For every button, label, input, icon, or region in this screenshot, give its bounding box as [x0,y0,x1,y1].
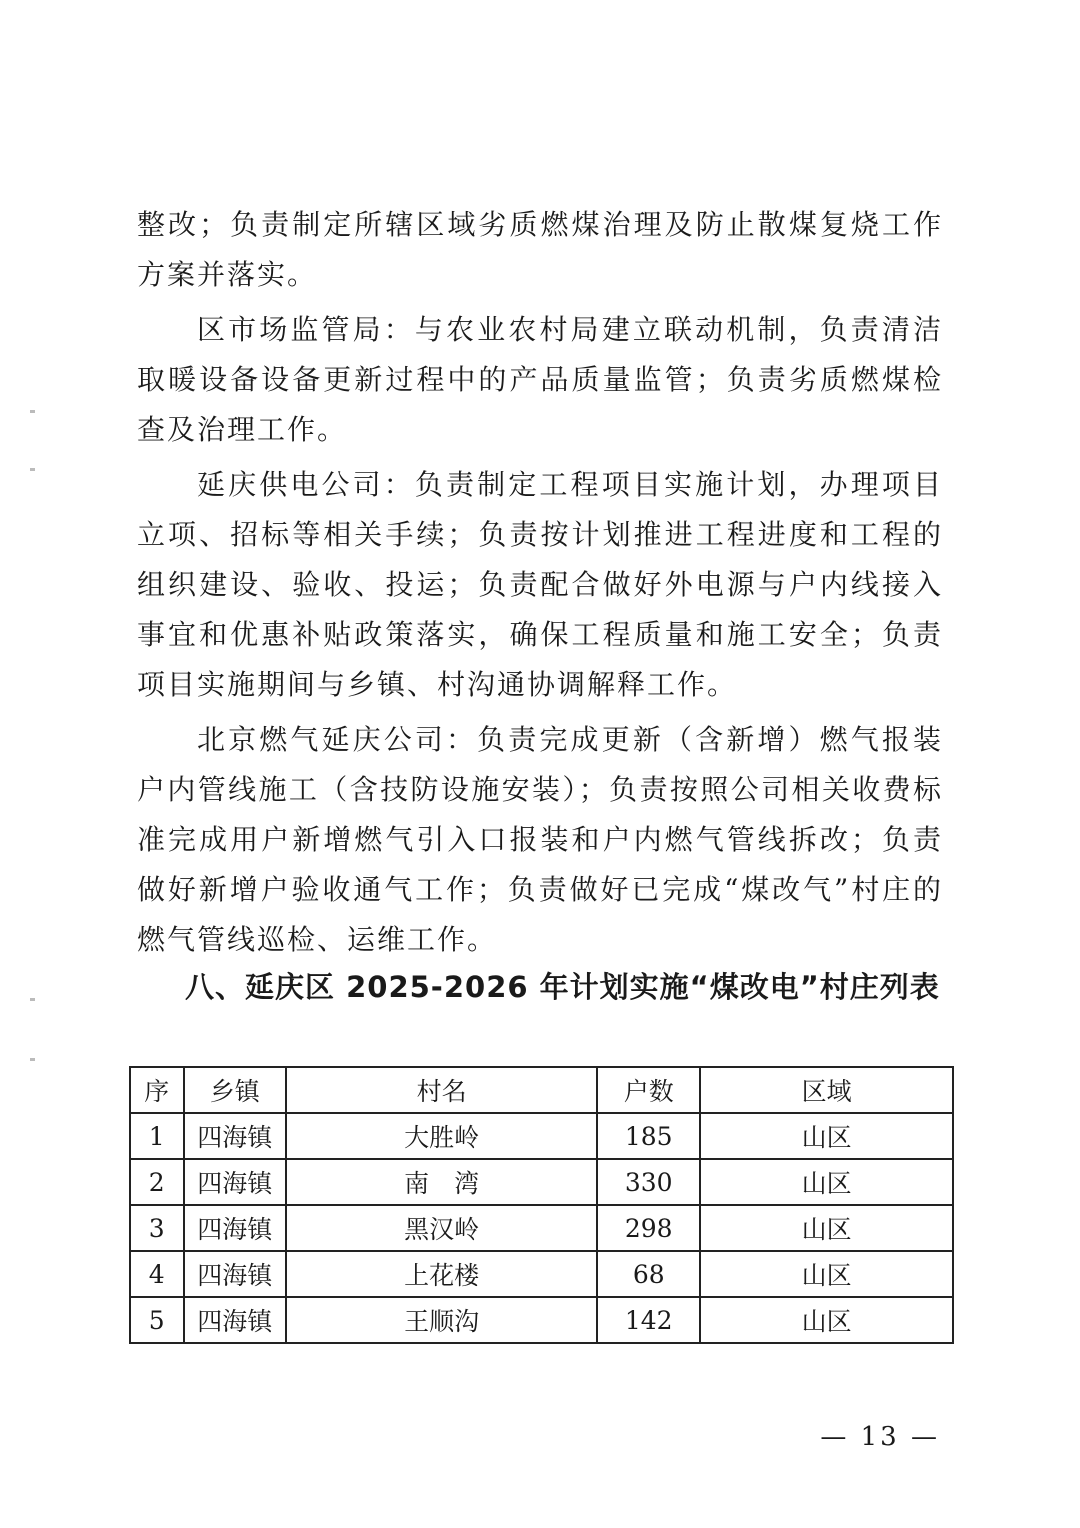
margin-mark [30,998,35,1001]
body-text [137,200,943,970]
table-row [130,1205,953,1251]
cell-seq: 5 [130,1297,184,1343]
cell-household-count: 68 [597,1251,700,1297]
paragraph-continuation: 整改；负责制定所辖区域劣质燃煤治理及防止散煤复烧工作方案并落实。 [137,208,943,291]
cell-household-count: 298 [597,1205,700,1251]
cell-village: 王顺沟 [286,1297,597,1343]
header-village: 村名 [286,1067,597,1113]
cell-village: 大胜岭 [286,1113,597,1159]
page-number: — 13 — [820,1422,940,1452]
cell-region: 山区 [700,1159,953,1205]
header-seq: 序 [130,1067,184,1113]
cell-village: 上花楼 [286,1251,597,1297]
table-row [130,1251,953,1297]
cell-household-count: 142 [597,1297,700,1343]
cell-region: 山区 [700,1297,953,1343]
cell-town: 四海镇 [184,1297,287,1343]
cell-seq: 4 [130,1251,184,1297]
cell-village: 南 湾 [286,1159,597,1205]
table-row [130,1159,953,1205]
table-row [130,1113,953,1159]
cell-seq: 3 [130,1205,184,1251]
margin-mark [30,468,35,471]
cell-region: 山区 [700,1205,953,1251]
village-table [129,1066,954,1344]
margin-mark [30,1058,35,1061]
cell-region: 山区 [700,1113,953,1159]
table-header-row [130,1067,953,1113]
cell-town: 四海镇 [184,1205,287,1251]
header-household-count: 户数 [597,1067,700,1113]
paragraph-market-supervision: 区市场监管局：与农业农村局建立联动机制，负责清洁取暖设备设备更新过程中的产品质量监管；负责劣质燃煤检查及治理工作。 [137,313,943,446]
cell-town: 四海镇 [184,1251,287,1297]
margin-mark [30,410,35,413]
cell-seq: 1 [130,1113,184,1159]
cell-household-count: 330 [597,1159,700,1205]
cell-town: 四海镇 [184,1159,287,1205]
header-region: 区域 [700,1067,953,1113]
header-town: 乡镇 [184,1067,287,1113]
cell-household-count: 185 [597,1113,700,1159]
cell-seq: 2 [130,1159,184,1205]
cell-town: 四海镇 [184,1113,287,1159]
cell-village: 黑汉岭 [286,1205,597,1251]
paragraph-gas-company: 北京燃气延庆公司：负责完成更新（含新增）燃气报装户内管线施工（含技防设施安装）；负责按照公司相关收费标准完成用户新增燃气引入口报装和户内燃气管线拆改；负责做好新增户验收通气工作；负责做好已完成“煤改气”村庄的燃气管线巡检、运维工作。 [137,723,943,956]
section-heading: 八、延庆区 2025-2026 年计划实施“煤改电”村庄列表 [185,970,940,1004]
paragraph-power-supply: 延庆供电公司：负责制定工程项目实施计划，办理项目立项、招标等相关手续；负责按计划推进工程进度和工程的组织建设、验收、投运；负责配合做好外电源与户内线接入事宜和优惠补贴政策落实，确保工程质量和施工安全；负责项目实施期间与乡镇、村沟通协调解释工作。 [137,468,943,701]
cell-region: 山区 [700,1251,953,1297]
table-row [130,1297,953,1343]
